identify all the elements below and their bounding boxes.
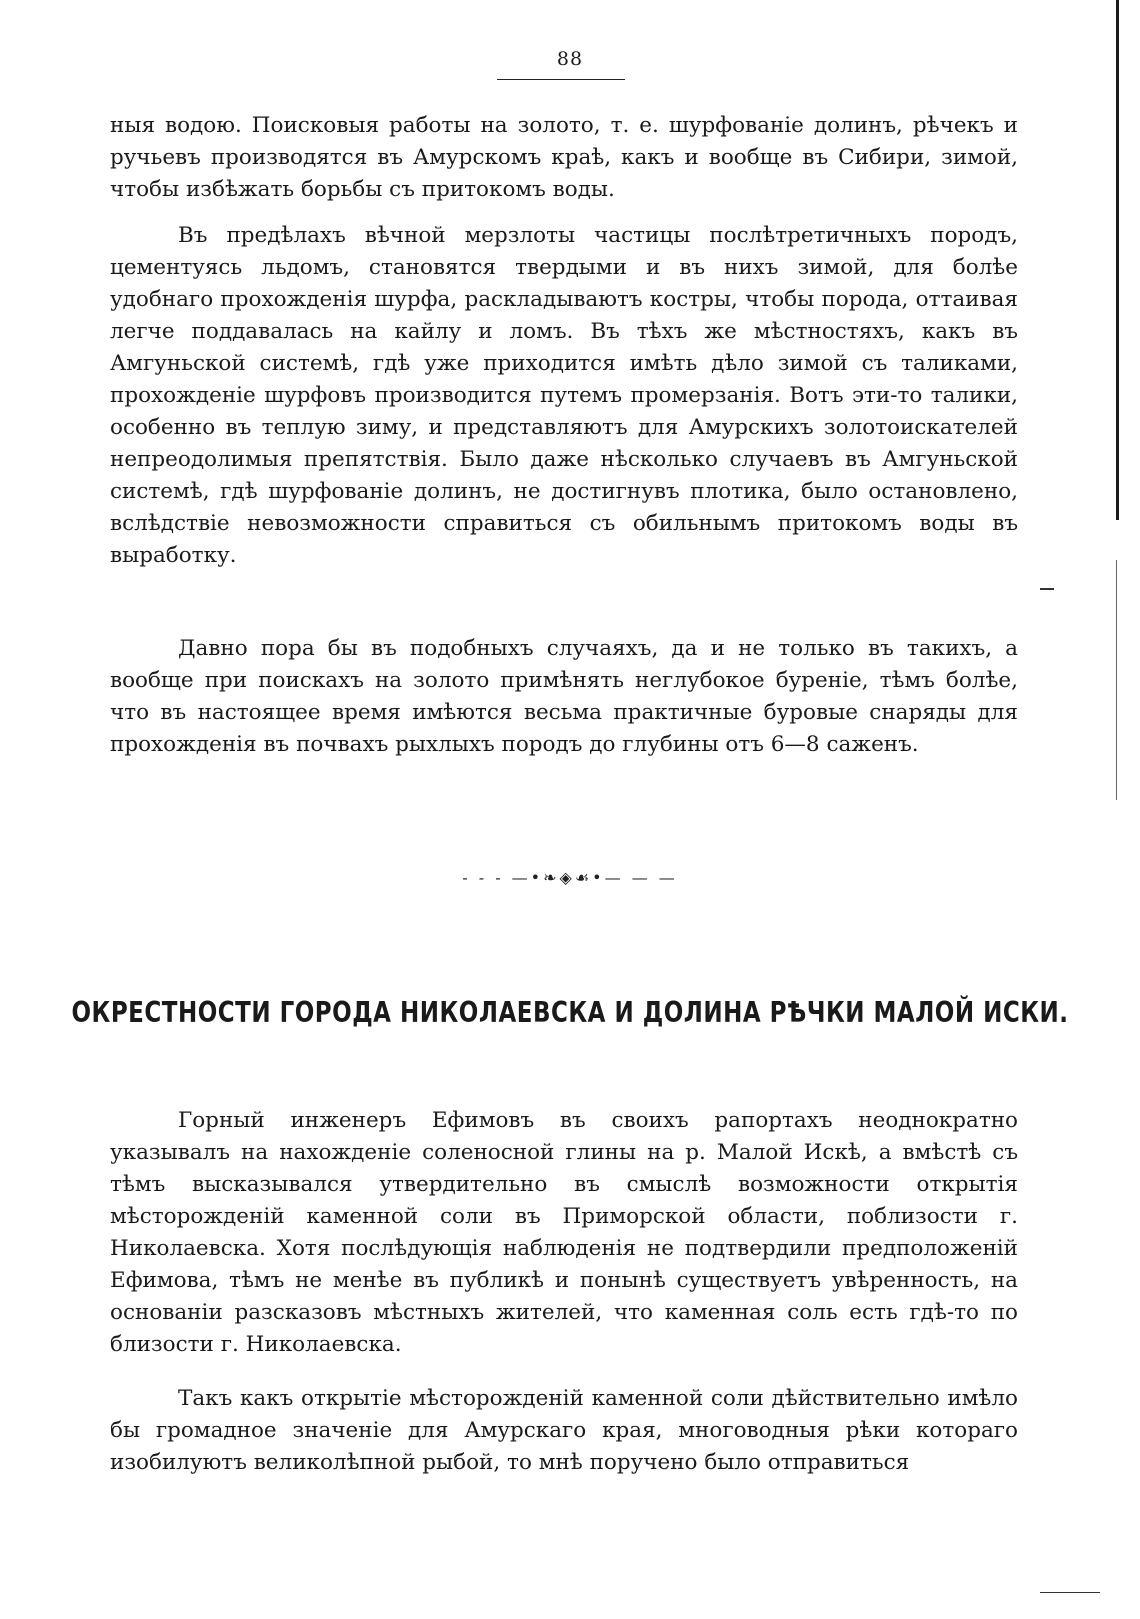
scan-mark-bottom — [1040, 1592, 1100, 1593]
paragraph-efimov: Горный инженеръ Ефимовъ въ своихъ рапортахъ неоднократно указывалъ на нахожденіе соленосной глины на р. Малой Искѣ, а вмѣстѣ съ тѣмъ высказывался утвердительно въ смыслѣ возможности открытія мѣсторожденій каменной соли въ Приморской области, поблизости г. Николаевска. Хотя послѣдующія наблюденія не подтвердили предположеній Ефимова, тѣмъ не менѣе въ публикѣ и понынѣ существуетъ увѣренность, на основаніи разсказовъ мѣстныхъ жителей, что каменная соль есть гдѣ-то по близости г. Николаевска. — [110, 1108, 1018, 1357]
paragraph-salt-deposits: Такъ какъ открытіе мѣсторожденій каменной соли дѣйствительно имѣло бы громадное значеніе для Амурскаго края, многоводныя рѣки котораго изобилуютъ великолѣпной рыбой, то мнѣ поручено было отправиться — [110, 1386, 1018, 1475]
scan-mark — [1040, 588, 1054, 590]
paragraph-permafrost: Въ предѣлахъ вѣчной мерзлоты частицы послѣтретичныхъ породъ, цементуясь льдомъ, становятся твердыми и въ нихъ зимой, для болѣе удобнаго прохожденія шурфа, раскладываютъ костры, чтобы порода, оттаивая легче поддавалась на кайлу и ломъ. Въ тѣхъ же мѣстностяхъ, какъ въ Амгуньской системѣ, гдѣ уже приходится имѣть дѣло зимой съ таликами, прохожденіе шурфовъ производится путемъ промерзанія. Вотъ эти-то талики, особенно въ теплую зиму, и представляютъ для Амурскихъ золотоискателей непреодолимыя препятствія. Было даже нѣсколько случаевъ въ Амгуньской системѣ, гдѣ шурфованіе долинъ, не достигнувъ плотика, было остановлено, вслѣдствіе невозможности справиться съ обильнымъ притокомъ воды въ выработку. — [110, 223, 1018, 568]
paragraph-drilling: Давно пора бы въ подобныхъ случаяхъ, да и не только въ такихъ, а вообще при поискахъ на золото примѣнять неглубокое буреніе, тѣмъ болѣе, что въ настоящее время имѣются весьма практичные буровые снаряды для прохожденія въ почвахъ рыхлыхъ породъ до глубины отъ 6—8 саженъ. — [110, 636, 1018, 757]
section-divider-ornament: - - - —•❧◈☙•— — — — [462, 868, 678, 887]
paragraph-continued: ныя водою. Поисковыя работы на золото, т. е. шурфованіе долинъ, рѣчекъ и ручьевъ производятся въ Амурскомъ краѣ, какъ и вообще въ Сибири, зимой, чтобы избѣжать борьбы съ притокомъ воды. — [110, 113, 1018, 202]
section-title: ОКРЕСТНОСТИ ГОРОДА НИКОЛАЕВСКА И ДОЛИНА РѢЧКИ МАЛОЙ ИСКИ. — [71, 997, 1069, 1030]
page-number: 88 — [556, 48, 584, 70]
page-number-rule — [497, 79, 625, 80]
scan-edge-line — [1116, 0, 1119, 520]
scan-edge-line-lower — [1116, 560, 1117, 800]
